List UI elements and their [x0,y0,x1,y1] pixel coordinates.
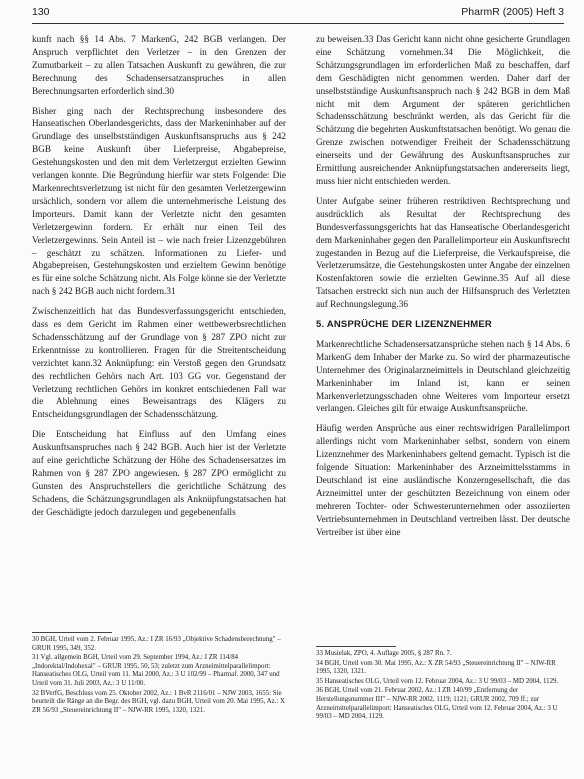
footnotes-right [316,646,570,723]
header-rule [32,23,564,24]
footnote: 36 BGH, Urteil vom 21. Februar 2002, Az.: I ZR 140/99 „Entfernung der Herstellungsnummer III" – NJW-RR 2002, 1119; 1121; GRUR 2002, 709 ff.; zur Arzneimittelparallelimport: Hanseatisches OLG, Urteil vom 12. Februar 2004, Az.: 3 U 99/03 – MD 2004, 1129. [316,687,558,721]
left-column [32,34,286,527]
paragraph: Häufig werden Ansprüche aus einer rechtswidrigen Parallelimport allerdings nicht vom Markeninhaber selbst, sondern von einem Lizenznehmer des Markeninhabers geltend gemacht. Typisch ist die folgende Situation: Markeninhaber des Arzneimittelsstamms in Deutschland ist eine ausländische Konzerngesellschaft, die das Arzneimittel unter der geschützten Bezeichnung von einem oder mehreren Tochter- oder Schwesterunternehmen oder assoziierten Vertriebsunternehmen in Deutschland vertreiben lässt. Der deutsche Vertreiber ist über eine [316,424,570,538]
footnote: 30 BGH, Urteil vom 2. Februar 1995, Az.: I ZR 16/93 „Objektive Schadensberechnung" – GRUR 1995, 349, 352. [32,636,281,652]
footnotes-left [32,632,286,716]
paragraph: Markenrechtliche Schadensersatzansprüche stehen nach § 14 Abs. 6 MarkenG dem Inhaber der Marke zu. So wird der pharmazeutische Unternehmer des Originalarzneimittels in Deutschland gleichzeitig Markeninhaber im Inland ist, kann er seinen Markenverletzungsschaden ohne Weiteres vom Importeur ersetzt verlangen. Gleiches gilt für etwaige Auskunftsansprüche. [316,339,570,415]
running-header [32,6,564,24]
footnote: 32 BVerfG, Beschluss vom 25. Oktober 2002, Az.: 1 BvR 2116/01 – NJW 2003, 1655: Sie beurteilt die Ränge an die Begr. des BGH, vgl. dazu BGH, Urteil vom 20. Mai 1995, Az.: X ZR 56/93 „Steuereinrichtung II" – NJW-RR 1995, 1320, 1321. [32,689,285,714]
footnote: 33 Musielak, ZPO, 4. Auflage 2005, § 287 Rn. 7. [316,650,452,657]
paragraph: zu beweisen.33 Das Gericht kann nicht ohne gesicherte Grundlagen eine Schätzung vornehmen.34 Die Möglichkeit, die Schätzungsgrundlagen im erforderlichen Maß zu beschaffen, darf dem Geschädigten nicht genommen werden. Daher darf der unselbstständige Auskunftsanspruch nach § 242 BGB in dem Maß nicht mit dem Argument der späteren gerichtlichen Schadensschätzung beschränkt werden, als das Gericht für die Schätzung die begehrten Auskunftstatsachen benötigt. Wo genau die Grenze zwischen notwendiger Freiheit der Schadensschätzung einerseits und der Gewährung des Auskunftsanspruches zur Ermittlung ausreichender Anknüpfungstatsachen andererseits liegt, muss hier nicht entschieden werden. [316,35,570,187]
footnote: 35 Hanseatisches OLG, Urteil vom 12. Februar 2004, Az.: 3 U 99/03 – MD 2004, 1129. [316,677,559,685]
paragraph: Unter Aufgabe seiner früheren restriktiven Rechtsprechung und ausdrücklich als Resultat der Rechtsprechung des Bundesverfassungsgerichts hat das Hanseatische Oberlandesgericht dem Markeninhaber gegen den Parallelimporteur ein Auskunftsrecht zugestanden in Bezug auf die Lieferpreise, die Verkaufspreise, die Verletzerumsätze, die Gestehungskosten unter Angabe der einzelnen Kostenfaktoren sowie die erzielten Gewinne.35 Auf all diese Tatsachen erstreckt sich nun auch der Hilfsanspruch des Verletzten auf Rechnungslegung.36 [316,196,570,311]
footnote: 34 BGH, Urteil vom 30. Mai 1995, Az.: X ZR 54/93 „Steuereinrichtung II" – NJW-RR 1995, 1320, 1321. [316,659,556,676]
paragraph: kunft nach §§ 14 Abs. 7 MarkenG, 242 BGB verlangen. Der Anspruch verpflichtet den Verletzer – in den Grenzen der Zumutbarkeit – zu allen Tatsachen Auskunft zu gewähren, die zur Berechnung des Schadensersatzanspruches in allen Berechnungsarten erforderlich sind.30 [32,35,286,97]
footnote: 31 Vgl. allgemein BGH, Urteil vom 29. September 1994, Az.: I ZR 114/84 „Indorektal/Indohexal" – GRUR 1995, 50, 53; zuletzt zum Arzneimittelparallelimport: Hanseatisches OLG, Urteil vom 11. Mai 2000, Az.: 3 U 102/99 – Pharmaf. 2000, 347 und Urteil vom 31. Juli 2003, Az.: 3 U 11/00. [32,654,280,687]
section-heading: 5. ANSPRÜCHE DER LIZENZNEHMER [316,319,492,331]
journal-reference: PharmR (2005) Heft 3 [461,6,564,18]
footnote-rule [316,646,396,647]
right-column [316,34,570,547]
paragraph: Bisher ging nach der Rechtsprechung insbesondere des Hanseatischen Oberlandesgerichts, dass der Markeninhaber auf der Grundlage des unselbstständigen Auskunftsanspruchs aus § 242 BGB keine Auskunft über Lieferpreise, Abgabepreise, Gestehungskosten und den mit dem Verletzergut erzielten Gewinn verlangen konnte. Die Begründung hierfür war stets Folgende: Die Markenrechtsverletzung ist nicht für den gesamten Verletzergewinn ursächlich, sondern vor allem die unternehmerische Leistung des Importeurs. Damit kann der Verletzte nicht den gesamten Verletzergewinn fordern. Er erhält nur einen Teil des Verletzergewinns. Sein Anteil ist – wie nach freier Lizenzgebühren – geschätzt zu schätzen. Informationen zu Liefer- und Abgabepreisen, Gestehungskosten und erzieltem Gewinn benötige es für eine solche Schätzung nicht. Als Folge könne sie der Verletzte nach § 242 BGB auch nicht fordern.31 [32,106,286,298]
page-number: 130 [32,6,50,18]
paragraph: Die Entscheidung hat Einfluss auf den Umfang eines Auskunftsanspruches nach § 242 BGB. Auch hier ist der Verletzte auf eine gerichtliche Schätzung der Höhe des Schadensersatzes im Rahmen von § 287 ZPO angewiesen. § 287 ZPO ermöglicht zu Gunsten des Anspruchstellers die gerichtliche Schätzung des Schadens, die Schätzungsgrundlagen als Anknüpfungstatsachen hat der Geschädigte jedoch darzulegen und gegebenenfalls [32,430,286,518]
footnote-rule [32,632,112,633]
paragraph: Zwischenzeitlich hat das Bundesverfassungsgericht entschieden, dass es dem Gericht im Rahmen einer wettbewerbsrechtlichen Schadensschätzung auf der Grundlage von § 287 ZPO nicht zur Erkenntnisse zu kontrollieren. Fragen für die Streitentscheidung verzichtet kann.32 Anknüpfung: ein Verstoß gegen den Grundsatz des rechtlichen Gehörs nach Art. 103 GG vor. Gegenstand der Verletzung rechtlichen Gehörs im konkret entschiedenen Fall war die Ablehnung eines Beweisantrags des Klägers zu Entscheidungsgrundlagen der Schadensschätzung. [32,307,286,421]
